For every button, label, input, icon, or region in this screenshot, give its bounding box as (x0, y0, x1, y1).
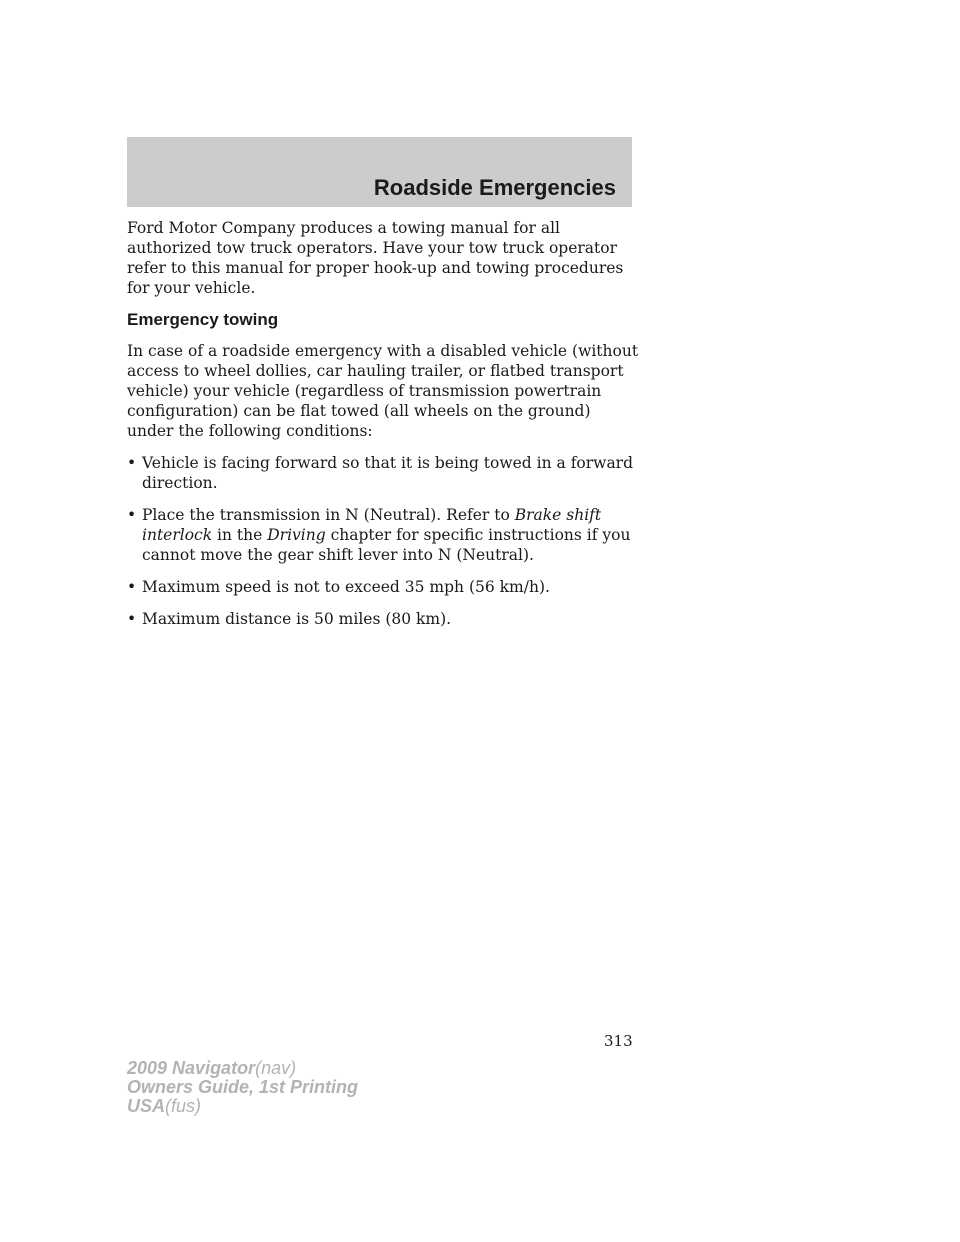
list-item-text-part: Place the transmission in N (Neutral). Refer to (142, 506, 515, 524)
bullet-icon: • (127, 506, 137, 524)
footer-market: USA (127, 1096, 166, 1116)
conditions-list (127, 453, 639, 629)
list-item (127, 505, 639, 565)
chapter-header-band (127, 137, 632, 207)
list-item-text-part: in the (212, 526, 268, 544)
footer-market-code: (fus) (165, 1096, 202, 1116)
list-item (127, 453, 639, 493)
list-item-text-part: chapter for specific instructions if you cannot move the gear shift lever into N (Neutral). (142, 526, 631, 564)
cross-reference-title: Brake shift interlock (142, 506, 602, 544)
section-paragraph: In case of a roadside emergency with a disabled vehicle (without access to wheel dollies, car hauling trailer, or flatbed transport vehicle) your vehicle (regardless of transmission powertrain configuration) can be flat towed (all wheels on the ground) under the following conditions: (127, 342, 639, 440)
list-item-text: Maximum speed is not to exceed 35 mph (56 km/h). (142, 578, 550, 596)
list-item-text: Maximum distance is 50 miles (80 km). (142, 610, 452, 628)
footer-edition: Owners Guide, 1st Printing (127, 1077, 359, 1097)
footer-line (127, 1097, 358, 1116)
chapter-title: Roadside Emergencies (373, 175, 616, 200)
footer-model: 2009 Navigator (127, 1058, 256, 1078)
bullet-icon: • (127, 454, 137, 472)
page-number: 313 (604, 1032, 633, 1050)
list-item-text (142, 506, 630, 564)
bullet-icon: • (127, 610, 137, 628)
cross-reference-chapter: Driving (267, 526, 326, 544)
list-item (127, 609, 639, 629)
intro-paragraph: Ford Motor Company produces a towing manual for all authorized tow truck operators. Have your tow truck operator refer to this manual for proper hook-up and towing procedures for your vehicle. (127, 219, 624, 297)
list-item (127, 577, 639, 597)
list-item-text: Vehicle is facing forward so that it is being towed in a forward direction. (142, 454, 634, 492)
section-heading: Emergency towing (127, 310, 279, 329)
bullet-icon: • (127, 578, 137, 596)
footer-line (127, 1059, 358, 1078)
footer-model-code: (nav) (255, 1058, 297, 1078)
page-content (127, 218, 639, 641)
document-footer (127, 1059, 358, 1116)
